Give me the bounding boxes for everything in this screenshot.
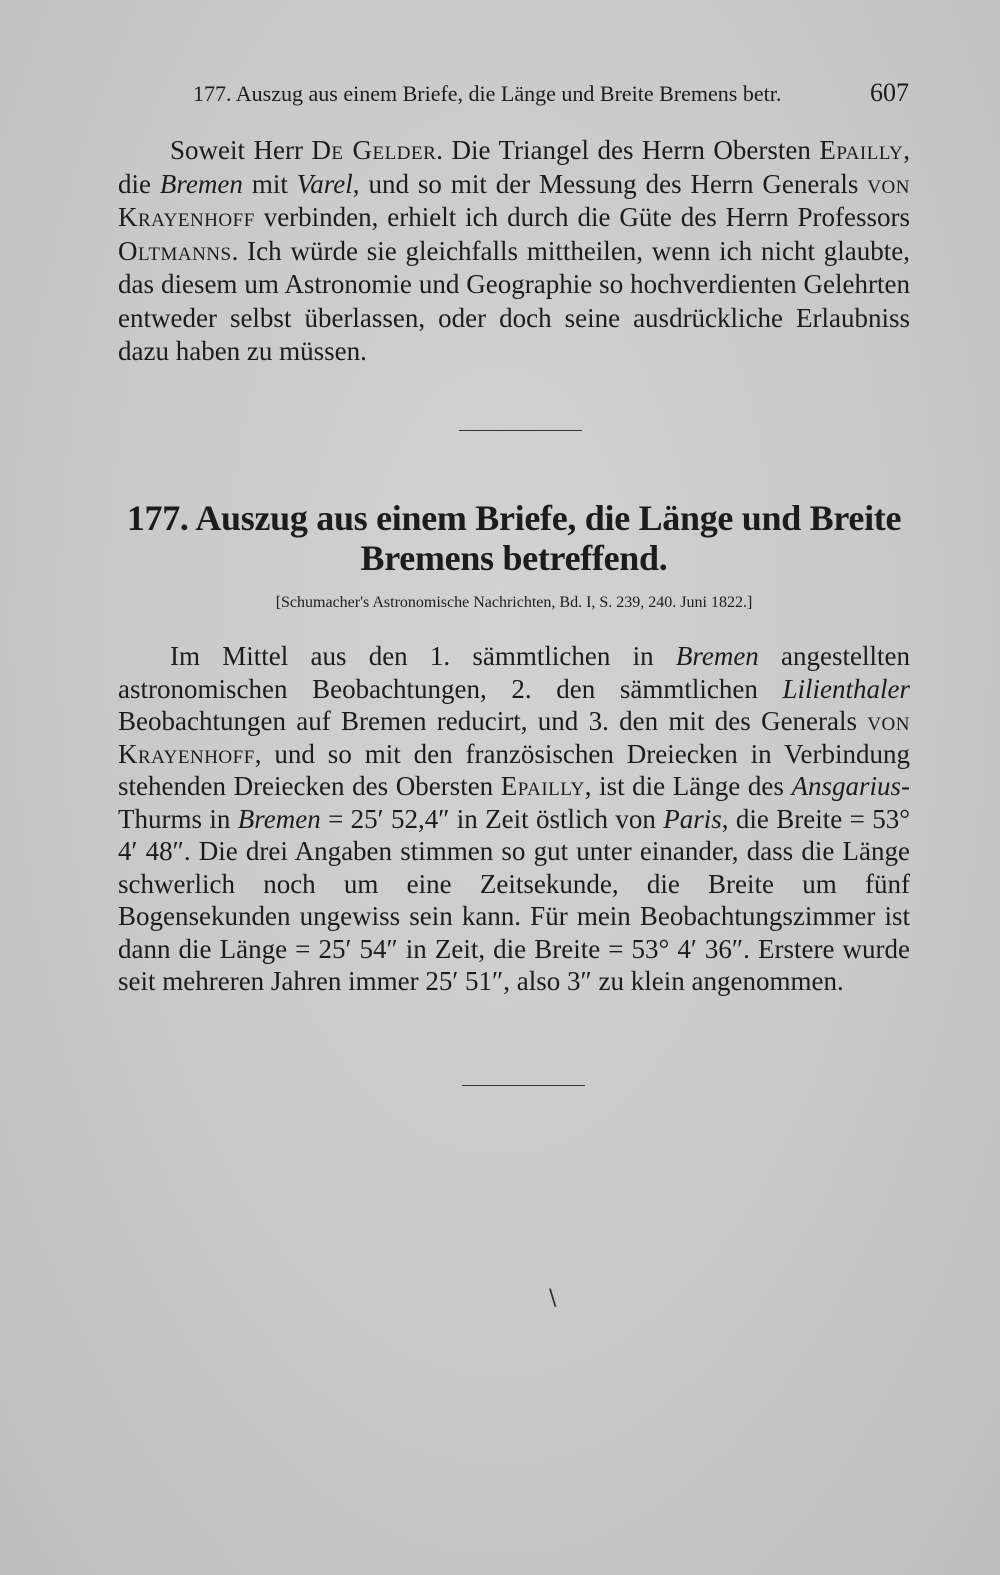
name-von-krayenhoff: von Krayenhoff: [118, 168, 910, 232]
name-von-krayenhoff: von Krayenhoff: [118, 706, 910, 769]
text-run: , und so mit der Messung des Herrn Generals: [352, 168, 868, 199]
text-run: Beobachtungen auf Bremen reducirt, und 3. den mit des Generals: [118, 706, 868, 736]
running-header: [193, 78, 909, 108]
text-run: . Ich würde sie gleichfalls mittheilen, wenn ich nicht glaubte, das diesem um Astronomie und Geographie so hochverdienten Gelehrten entweder selbst überlassen, oder doch seine ausdrückliche Erlaubniss dazu haben zu müssen.: [118, 235, 910, 366]
place-ansgarius: Ansgarius: [791, 771, 901, 801]
page-number: 607: [870, 78, 909, 107]
name-de-gelder: De Gelder: [311, 135, 437, 165]
place-varel: Varel: [296, 168, 353, 199]
stray-mark: \: [549, 1286, 557, 1311]
running-title: 177. Auszug aus einem Briefe, die Länge und Breite Bremens betr.: [193, 81, 782, 106]
name-epailly: Epailly: [819, 135, 904, 165]
section-title: 177. Auszug aus einem Briefe, die Länge und Breite Bremens betreffend.: [126, 498, 902, 578]
text-run: , und so mit den französischen Dreiecken in Verbindung stehenden Dreiecken des Obersten: [118, 738, 910, 801]
name-epailly: Epailly: [500, 771, 585, 801]
end-divider: [462, 1085, 585, 1086]
section-divider: [459, 430, 582, 431]
text-run: Im Mittel aus den 1. sämmtlichen in: [170, 641, 676, 671]
text-run: , ist die Länge des: [584, 771, 792, 801]
source-citation: [Schumacher's Astronomische Nachrichten, Bd. I, S. 239, 240. Juni 1822.]: [275, 594, 753, 611]
text-run: angestellten astronomischen Beobachtungen, 2. den sämmtlichen: [118, 641, 910, 704]
place-bremen: Bremen: [237, 803, 321, 834]
place-lilienthal: Lilienthaler: [782, 673, 910, 704]
text-run: Soweit Herr: [170, 135, 312, 165]
place-bremen: Bremen: [159, 168, 243, 199]
text-run: . Die Triangel des Herrn Obersten: [436, 135, 820, 165]
text-run: = 25′ 52,4″ in Zeit östlich von: [320, 803, 664, 834]
text-run: , die Breite = 53° 4′ 48″. Die drei Angaben stimmen so gut unter einander, dass die Länge schwerlich noch um eine Zeitsekunde, die Breite um fünf Bogensekunden ungewiss sein kann. Für mein Beobachtungszimmer ist dann die Länge = 25′ 54″ in Zeit, die Breite = 53° 4′ 36″. Erstere wurde seit mehreren Jahren immer 25′ 51″, also 3″ zu klein angenommen.: [118, 803, 910, 996]
name-oltmanns: Oltmanns: [118, 235, 232, 266]
paragraph-body: [118, 640, 910, 998]
text-run: verbinden, erhielt ich durch die Güte des Herrn Professors: [254, 202, 910, 232]
text-run: -Thurms in: [118, 771, 910, 834]
place-paris: Paris: [663, 803, 722, 834]
text-run: mit: [242, 168, 297, 199]
paragraph-continuation: [118, 134, 910, 369]
text-run: , die: [118, 135, 910, 199]
place-bremen: Bremen: [675, 641, 759, 671]
